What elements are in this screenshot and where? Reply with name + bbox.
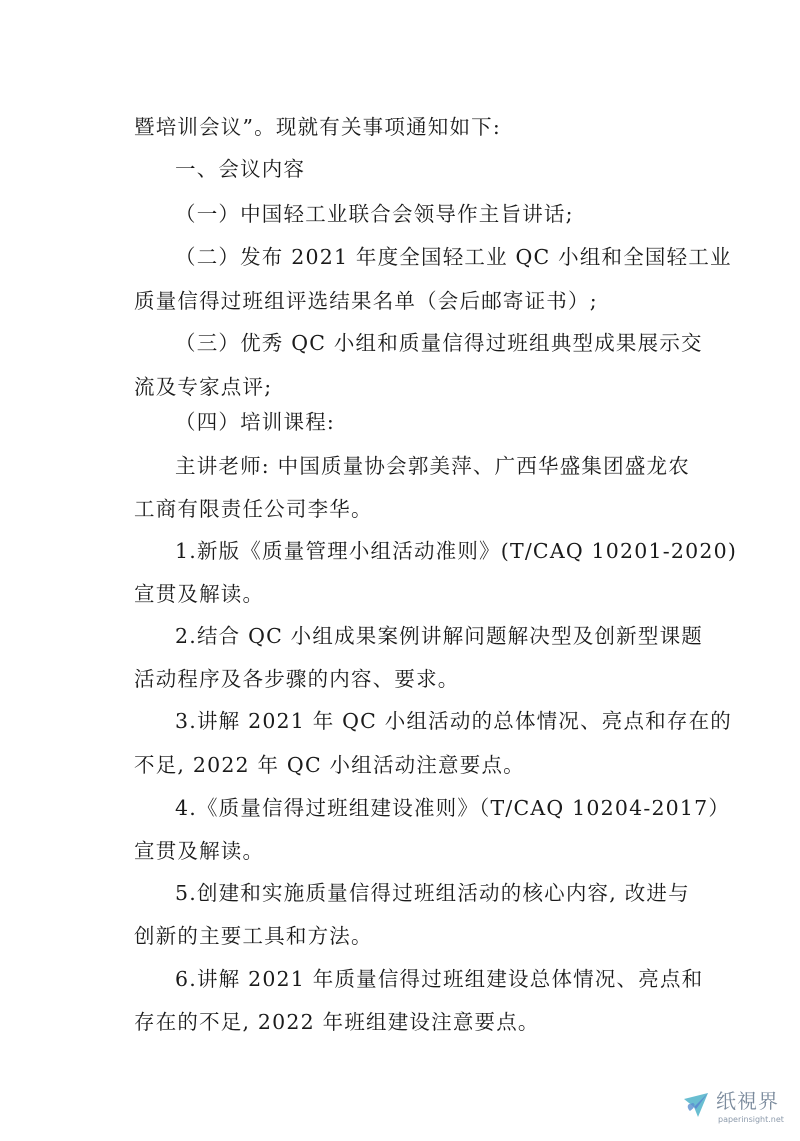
list-item: 3.讲解 2021 年 QC 小组活动的总体情况、亮点和存在的 [175,709,732,733]
text-line: 宣贯及解读。 [134,582,265,606]
list-item: （三）优秀 QC 小组和质量信得过班组典型成果展示交 [175,331,703,355]
text-line: 主讲老师: 中国质量协会郭美萍、广西华盛集团盛龙农 [175,454,690,478]
text-line: 工商有限责任公司李华。 [134,497,373,521]
list-item: （一）中国轻工业联合会领导作主旨讲话; [175,202,574,226]
text-line: 不足, 2022 年 QC 小组活动注意要点。 [134,753,525,777]
watermark-url: paperinsight.net [718,1115,784,1124]
section-heading: 一、会议内容 [175,157,306,181]
watermark-name: 纸視界 [716,1089,779,1113]
list-item: （二）发布 2021 年度全国轻工业 QC 小组和全国轻工业 [175,245,732,269]
list-item: 1.新版《质量管理小组活动准则》(T/CAQ 10201-2020) [175,539,738,563]
text-line: 创新的主要工具和方法。 [134,924,373,948]
text-line: 流及专家点评; [134,375,273,399]
list-item: （四）培训课程: [175,410,336,434]
paper-plane-heart-icon [680,1089,712,1121]
text-line: 质量信得过班组评选结果名单（会后邮寄证书）; [134,289,598,313]
list-item: 6.讲解 2021 年质量信得过班组建设总体情况、亮点和 [175,967,704,991]
text-line: 宣贯及解读。 [134,839,265,863]
list-item: 5.创建和实施质量信得过班组活动的核心内容, 改进与 [175,881,690,905]
text-line: 活动程序及各步骤的内容、要求。 [134,667,460,691]
list-item: 2.结合 QC 小组成果案例讲解问题解决型及创新型课题 [175,624,703,648]
list-item: 4.《质量信得过班组建设准则》（T/CAQ 10204-2017） [175,796,731,820]
text-line: 暨培训会议”。现就有关事项通知如下: [134,115,501,139]
text-line: 存在的不足, 2022 年班组建设注意要点。 [134,1010,540,1034]
watermark [680,1087,790,1133]
